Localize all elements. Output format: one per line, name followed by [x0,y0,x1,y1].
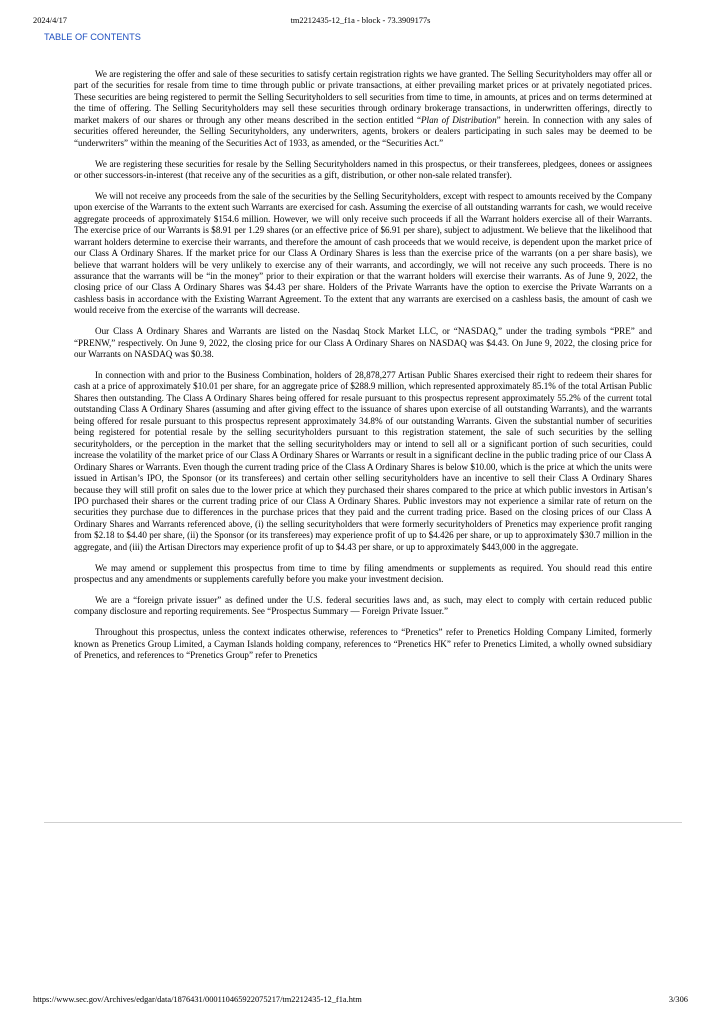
print-footer [33,995,688,1007]
paragraph-text: We are registering the offer and sale of these securities to satisfy certain registration rights we have granted. The Selling Securityholders may offer all or part of the securities for resale from time to time through public or private transactions, at either prevailing market prices or at privately negotiated prices. These securities are being registered to permit the Selling Securityholders to sell securities from time to time, in amounts, at prices and on terms determined at the time of offering. The Selling Securityholders may sell these securities through ordinary brokerage transactions, in underwritten offerings, directly to market makers of our shares or through any other means described in the section entitled “ [74,69,652,125]
print-date: 2024/4/17 [33,16,67,25]
paragraph-text: ” herein. In connection with any sales of securities offered hereunder, the Selling Securityholders, any underwriters, agents, brokers or dealers participating in such sales may be deemed to be “underwriters” within the meaning of the Securities Act of 1933, as amended, or the “Securities Act.” [74,114,652,148]
table-of-contents-link[interactable]: TABLE OF CONTENTS [44,32,141,42]
document-body [74,69,652,671]
print-header [33,16,688,28]
source-url: https://www.sec.gov/Archives/edgar/data/1876431/000110465922075217/tm2212435-12_f1a.htm [33,995,362,1004]
paragraph-business-combination: In connection with and prior to the Business Combination, holders of 28,878,277 Artisan Public Shares exercised their right to redeem their shares for cash at a price of approximately $10.01 per share, for an aggregate price of $288.9 million, which represented approximately 85.1% of the total Artisan Public Shares then outstanding. The Class A Ordinary Shares being offered for resale pursuant to this prospectus represent approximately 55.2% of the current total outstanding Class A Ordinary Shares (assuming and after giving effect to the issuance of shares upon exercise of all outstanding Warrants), and the warrants being offered for resale pursuant to this prospectus represent approximately 34.8% of our outstanding Warrants. Given the substantial number of securities being registered for potential resale by the selling securityholders pursuant to this registration statement, the sale of such securities by the selling securityholders, or the perception in the market that the selling securityholders may or intend to sell all or a significant portion of such securities, could increase the volatility of the market price of our Class A Ordinary Shares or Warrants or result in a significant decline in the public trading price of our Class A Ordinary Shares or Warrants. Even though the current trading price of the Class A Ordinary Shares is below $10.00, which is the price at which the units were issued in Artisan’s IPO, the Sponsor (or its transferees) and certain other selling securityholders have an incentive to sell their Class A Ordinary Shares because they will still profit on sales due to the lower price at which they purchased their shares compared to the price at which public investors in Artisan’s IPO purchased their shares or the current trading price of our Class A Ordinary Shares. Public investors may not experience a similar rate of return on the securities they purchase due to differences in the purchase prices that they paid and the current trading price. Based on the closing prices of our Class A Ordinary Shares and Warrants referenced above, (i) the selling securityholders that were formerly securityholders of Prenetics may experience profit ranging from $2.18 to $4.40 per share, (ii) the Sponsor (or its transferees) may experience profit of up to $4.426 per share, or up to approximately $30.7 million in the aggregate, and (iii) the Artisan Directors may experience profit of up to $4.43 per share, or up to approximately $443,000 in the aggregate. [74,369,652,552]
paragraph-amendments: We may amend or supplement this prospectus from time to time by filing amendments or supplements as required. You should read this entire prospectus and any amendments or supplements carefully before you make your investment decision. [74,562,652,585]
document-title: tm2212435-12_f1a - block - 73.3909177s [290,16,431,25]
paragraph-offer-registration [74,69,652,149]
page-number: 3/306 [668,995,688,1004]
paragraph-definitions: Throughout this prospectus, unless the context indicates otherwise, references to “Prenetics” refer to Prenetics Holding Company Limited, formerly known as Prenetics Group Limited, a Cayman Islands holding company, references to “Prenetics HK” refer to Prenetics Limited, a wholly owned subsidiary of Prenetics, and references to “Prenetics Group” refer to Prenetics [74,627,652,661]
paragraph-resale-registration: We are registering these securities for resale by the Selling Securityholders named in this prospectus, or their transferees, pledgees, donees or assignees or other successors-in-interest (that receive any of the securities as a gift, distribution, or other non-sale related transfer). [74,158,652,181]
page-divider [44,822,682,823]
plan-of-distribution-reference: Plan of Distribution [421,114,497,125]
paragraph-proceeds: We will not receive any proceeds from the sale of the securities by the Selling Securityholders, except with respect to amounts received by the Company upon exercise of the Warrants to the extent such Warrants are exercised for cash. Assuming the exercise of all outstanding warrants for cash, we would receive aggregate proceeds of approximately $154.6 million. However, we will only receive such proceeds if all the Warrant holders exercise all of their Warrants. The exercise price of our Warrants is $8.91 per 1.29 shares (or an effective price of $6.91 per share), subject to adjustment. We believe that the likelihood that warrant holders determine to exercise their warrants, and therefore the amount of cash proceeds that we would receive, is dependent upon the market price of our Class A Ordinary Shares. If the market price for our Class A Ordinary Shares is less than the exercise price of the warrants (on a per share basis), we believe that warrant holders will be very unlikely to exercise any of their warrants, and accordingly, we will not receive any such proceeds. There is no assurance that the warrants will be “in the money” prior to their expiration or that the warrant holders will exercise their warrants. As of June 9, 2022, the closing price of our Class A Ordinary Shares was $4.43 per share. Holders of the Private Warrants have the option to exercise the Private Warrants on a cashless basis in accordance with the Existing Warrant Agreement. To the extent that any warrants are exercised on a cashless basis, the amount of cash we would receive from the exercise of the warrants will decrease. [74,190,652,316]
paragraph-foreign-private-issuer: We are a “foreign private issuer” as defined under the U.S. federal securities laws and, as such, may elect to comply with certain reduced public company disclosure and reporting requirements. See “Prospectus Summary — Foreign Private Issuer.” [74,594,652,617]
paragraph-listing: Our Class A Ordinary Shares and Warrants are listed on the Nasdaq Stock Market LLC, or “NASDAQ,” under the trading symbols “PRE” and “PRENW,” respectively. On June 9, 2022, the closing price for our Class A Ordinary Shares on NASDAQ was $4.43. On June 9, 2022, the closing price for our Warrants on NASDAQ was $0.38. [74,326,652,360]
